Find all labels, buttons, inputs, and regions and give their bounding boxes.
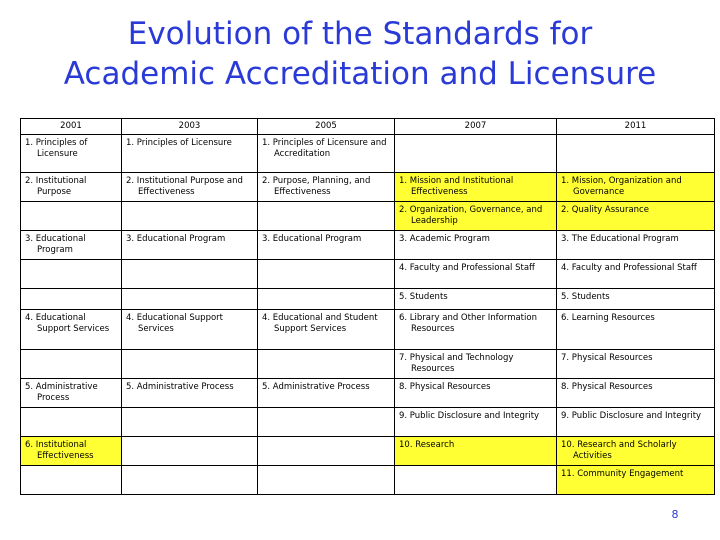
cell-text: 3. Educational Program	[126, 234, 226, 244]
cell-text: 1. Principles of Licensure	[25, 138, 88, 159]
column-header: 2001	[21, 119, 122, 135]
header-row	[21, 119, 715, 135]
table-cell	[122, 379, 258, 408]
cell-text: 5. Administrative Process	[126, 382, 234, 392]
cell-text: 5. Students	[399, 292, 448, 302]
table-cell	[21, 350, 122, 379]
table-cell	[395, 202, 557, 231]
table-cell	[395, 437, 557, 466]
table-cell	[21, 231, 122, 260]
cell-text: 1. Principles of Licensure and Accreditation	[262, 138, 387, 159]
cell-text: 6. Institutional Effectiveness	[25, 440, 94, 461]
table-cell	[258, 379, 395, 408]
cell-text: 4. Faculty and Professional Staff	[399, 263, 535, 273]
table-cell	[258, 350, 395, 379]
table-cell	[557, 231, 715, 260]
table-cell	[122, 173, 258, 202]
table-cell	[557, 202, 715, 231]
table-cell	[258, 289, 395, 310]
table-cell	[395, 350, 557, 379]
table-cell	[395, 310, 557, 350]
table-cell	[258, 231, 395, 260]
table-cell	[557, 408, 715, 437]
table-row	[21, 260, 715, 289]
table-cell	[258, 202, 395, 231]
cell-text: 5. Administrative Process	[262, 382, 370, 392]
table-cell	[21, 310, 122, 350]
table-row	[21, 350, 715, 379]
cell-text: 10. Research	[399, 440, 455, 450]
column-header: 2003	[122, 119, 258, 135]
cell-text: 4. Educational Support Services	[126, 313, 224, 334]
table-cell	[21, 379, 122, 408]
table-cell	[21, 408, 122, 437]
cell-text: 8. Physical Resources	[399, 382, 491, 392]
table-cell	[557, 350, 715, 379]
cell-text: 10. Research and Scholarly Activities	[561, 440, 677, 461]
cell-text: 4. Educational Support Services	[25, 313, 110, 334]
cell-text: 2. Purpose, Planning, and Effectiveness	[262, 176, 371, 197]
table-cell	[122, 289, 258, 310]
cell-text: 2. Institutional Purpose	[25, 176, 87, 197]
cell-text: 3. The Educational Program	[561, 234, 679, 244]
table-cell	[395, 173, 557, 202]
cell-text: 3. Educational Program	[262, 234, 362, 244]
table-cell	[122, 310, 258, 350]
cell-text: 9. Public Disclosure and Integrity	[399, 411, 540, 421]
title-line-2: Academic Accreditation and Licensure	[63, 56, 657, 92]
table-cell	[557, 135, 715, 173]
table-cell	[395, 231, 557, 260]
table-cell	[258, 437, 395, 466]
table-cell	[395, 466, 557, 495]
table-cell	[258, 135, 395, 173]
table-cell	[258, 408, 395, 437]
table-cell	[21, 135, 122, 173]
cell-text: 3. Educational Program	[25, 234, 86, 255]
cell-text: 4. Faculty and Professional Staff	[561, 263, 697, 273]
cell-text: 5. Students	[561, 292, 610, 302]
table-row	[21, 379, 715, 408]
table-cell	[258, 260, 395, 289]
table-cell	[557, 173, 715, 202]
table-cell	[557, 260, 715, 289]
table-row	[21, 466, 715, 495]
cell-text: 9. Public Disclosure and Integrity	[561, 411, 702, 421]
table-cell	[21, 202, 122, 231]
cell-text: 7. Physical Resources	[561, 353, 653, 363]
table-cell	[258, 310, 395, 350]
table-cell	[557, 379, 715, 408]
table-row	[21, 231, 715, 260]
table-cell	[395, 135, 557, 173]
table-cell	[395, 260, 557, 289]
table-row	[21, 310, 715, 350]
cell-text: 1. Mission, Organization and Governance	[561, 176, 682, 197]
table-cell	[21, 289, 122, 310]
page-number: 8	[671, 508, 679, 521]
table-cell	[557, 289, 715, 310]
table-row	[21, 173, 715, 202]
table-row	[21, 202, 715, 231]
table-cell	[557, 437, 715, 466]
table-cell	[395, 408, 557, 437]
cell-text: 2. Organization, Governance, and Leadership	[399, 205, 543, 226]
table-cell	[258, 466, 395, 495]
table-row	[21, 437, 715, 466]
table-cell	[21, 260, 122, 289]
page-title	[0, 14, 720, 94]
table-cell	[557, 466, 715, 495]
table-cell	[122, 231, 258, 260]
standards-table	[20, 118, 715, 495]
table-cell	[122, 202, 258, 231]
cell-text: 8. Physical Resources	[561, 382, 653, 392]
cell-text: 1. Principles of Licensure	[126, 138, 232, 148]
table-cell	[21, 437, 122, 466]
cell-text: 2. Institutional Purpose and Effectiveness	[126, 176, 243, 197]
table-cell	[557, 310, 715, 350]
cell-text: 2. Quality Assurance	[561, 205, 649, 215]
table-cell	[395, 379, 557, 408]
cell-text: 4. Educational and Student Support Services	[262, 313, 378, 334]
table-row	[21, 135, 715, 173]
table-cell	[21, 466, 122, 495]
table-cell	[395, 289, 557, 310]
table-row	[21, 289, 715, 310]
table-cell	[122, 135, 258, 173]
column-header: 2007	[395, 119, 557, 135]
table-cell	[122, 437, 258, 466]
table-cell	[122, 350, 258, 379]
cell-text: 5. Administrative Process	[25, 382, 98, 403]
column-header: 2011	[557, 119, 715, 135]
table-cell	[258, 173, 395, 202]
table-cell	[122, 466, 258, 495]
table-cell	[21, 173, 122, 202]
table-row	[21, 408, 715, 437]
cell-text: 1. Mission and Institutional Effectiveness	[399, 176, 514, 197]
cell-text: 7. Physical and Technology Resources	[399, 353, 514, 374]
cell-text: 6. Library and Other Information Resources	[399, 313, 537, 334]
cell-text: 6. Learning Resources	[561, 313, 655, 323]
table-cell	[122, 408, 258, 437]
title-line-1: Evolution of the Standards for	[127, 16, 593, 52]
column-header: 2005	[258, 119, 395, 135]
cell-text: 3. Academic Program	[399, 234, 490, 244]
cell-text: 11. Community Engagement	[561, 469, 684, 479]
table-cell	[122, 260, 258, 289]
